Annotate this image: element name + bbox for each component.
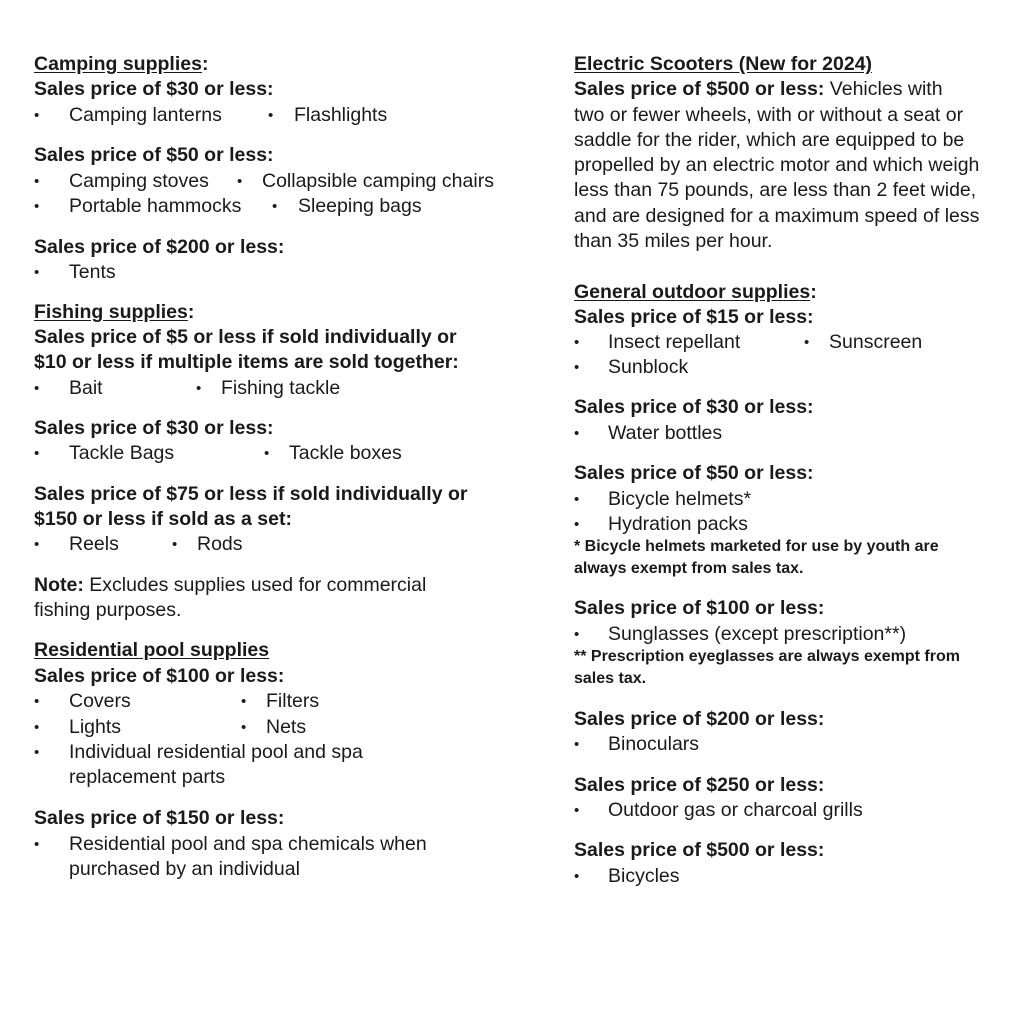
bullet-icon: • xyxy=(272,198,278,215)
pool-price-150: Sales price of $150 or less: xyxy=(34,807,285,829)
list-item: Bait xyxy=(69,377,103,399)
scooters-heading: Electric Scooters (New for 2024) xyxy=(574,53,873,75)
footnote-prescription-line2: sales tax. xyxy=(574,670,647,687)
list-item: Sunscreen xyxy=(829,331,923,353)
footnote-prescription-line1: ** Prescription eyeglasses are always exempt from xyxy=(574,648,960,665)
bullet-icon: • xyxy=(241,719,247,736)
camping-price-30: Sales price of $30 or less: xyxy=(34,78,274,100)
fishing-price-5-line2: $10 or less if multiple items are sold together: xyxy=(34,351,459,373)
scooters-line2: two or fewer wheels, with or without a seat or xyxy=(574,104,964,126)
fishing-price-30: Sales price of $30 or less: xyxy=(34,417,274,439)
outdoor-price-500: Sales price of $500 or less: xyxy=(574,839,825,861)
list-item: Binoculars xyxy=(608,733,700,755)
bullet-icon: • xyxy=(34,836,40,853)
bullet-icon: • xyxy=(34,719,40,736)
bullet-icon: • xyxy=(34,198,40,215)
camping-price-50: Sales price of $50 or less: xyxy=(34,144,274,166)
scooters-line5: less than 75 pounds, are less than 2 feet wide, xyxy=(574,179,977,201)
list-item: Sunblock xyxy=(608,356,689,378)
list-item-continued: purchased by an individual xyxy=(69,858,300,880)
list-item: Insect repellant xyxy=(608,331,741,353)
list-item: Portable hammocks xyxy=(69,195,242,217)
scooters-line4: propelled by an electric motor and which weigh xyxy=(574,154,980,176)
list-item: Individual residential pool and spa xyxy=(69,741,363,763)
scooters-line3: saddle for the rider, which are equipped to be xyxy=(574,129,965,151)
outdoor-heading: General outdoor supplies: xyxy=(574,281,817,303)
list-item: Sleeping bags xyxy=(298,195,422,217)
footnote-helmets-line2: always exempt from sales tax. xyxy=(574,560,804,577)
list-item: Covers xyxy=(69,690,131,712)
bullet-icon: • xyxy=(574,359,580,376)
bullet-icon: • xyxy=(264,445,270,462)
bullet-icon: • xyxy=(574,491,580,508)
bullet-icon: • xyxy=(34,744,40,761)
bullet-icon: • xyxy=(268,107,274,124)
outdoor-price-30: Sales price of $30 or less: xyxy=(574,396,814,418)
bullet-icon: • xyxy=(237,173,243,190)
fishing-note-line1: Note: Excludes supplies used for commercial xyxy=(34,574,427,596)
pool-heading: Residential pool supplies xyxy=(34,639,270,661)
fishing-price-75-line2: $150 or less if sold as a set: xyxy=(34,508,292,530)
list-item: Outdoor gas or charcoal grills xyxy=(608,799,863,821)
bullet-icon: • xyxy=(574,868,580,885)
outdoor-price-100: Sales price of $100 or less: xyxy=(574,597,825,619)
bullet-icon: • xyxy=(574,334,580,351)
list-item: Camping lanterns xyxy=(69,104,222,126)
list-item: Water bottles xyxy=(608,422,723,444)
list-item: Nets xyxy=(266,716,307,738)
footnote-helmets-line1: * Bicycle helmets marketed for use by youth are xyxy=(574,538,939,555)
list-item: Fishing tackle xyxy=(221,377,341,399)
bullet-icon: • xyxy=(34,264,40,281)
scooters-line6: and are designed for a maximum speed of less xyxy=(574,205,980,227)
bullet-icon: • xyxy=(241,693,247,710)
list-item: Reels xyxy=(69,533,119,555)
bullet-icon: • xyxy=(574,425,580,442)
pool-price-100: Sales price of $100 or less: xyxy=(34,665,285,687)
fishing-heading: Fishing supplies: xyxy=(34,301,195,323)
fishing-note-line2: fishing purposes. xyxy=(34,599,182,621)
fishing-price-5-line1: Sales price of $5 or less if sold individually or xyxy=(34,326,457,348)
outdoor-price-250: Sales price of $250 or less: xyxy=(574,774,825,796)
bullet-icon: • xyxy=(804,334,810,351)
bullet-icon: • xyxy=(34,380,40,397)
list-item: Collapsible camping chairs xyxy=(262,170,494,192)
bullet-icon: • xyxy=(34,173,40,190)
outdoor-price-15: Sales price of $15 or less: xyxy=(574,306,814,328)
list-item-continued: replacement parts xyxy=(69,766,226,788)
bullet-icon: • xyxy=(574,516,580,533)
bullet-icon: • xyxy=(574,736,580,753)
list-item: Bicycles xyxy=(608,865,680,887)
list-item: Residential pool and spa chemicals when xyxy=(69,833,427,855)
list-item: Sunglasses (except prescription**) xyxy=(608,623,907,645)
bullet-icon: • xyxy=(574,626,580,643)
list-item: Hydration packs xyxy=(608,513,748,535)
list-item: Filters xyxy=(266,690,320,712)
bullet-icon: • xyxy=(172,536,178,553)
list-item: Tackle Bags xyxy=(69,442,175,464)
outdoor-price-200: Sales price of $200 or less: xyxy=(574,708,825,730)
list-item: Camping stoves xyxy=(69,170,209,192)
scooters-line7: than 35 miles per hour. xyxy=(574,230,773,252)
list-item: Bicycle helmets* xyxy=(608,488,752,510)
bullet-icon: • xyxy=(34,693,40,710)
bullet-icon: • xyxy=(34,107,40,124)
bullet-icon: • xyxy=(34,445,40,462)
fishing-price-75-line1: Sales price of $75 or less if sold individually or xyxy=(34,483,468,505)
list-item: Rods xyxy=(197,533,243,555)
list-item: Lights xyxy=(69,716,122,738)
outdoor-price-50: Sales price of $50 or less: xyxy=(574,462,814,484)
list-item: Tackle boxes xyxy=(289,442,402,464)
bullet-icon: • xyxy=(574,802,580,819)
bullet-icon: • xyxy=(34,536,40,553)
scooters-line1: Sales price of $500 or less: Vehicles with xyxy=(574,78,943,100)
bullet-icon: • xyxy=(196,380,202,397)
list-item: Tents xyxy=(69,261,116,283)
camping-heading: Camping supplies: xyxy=(34,53,209,75)
camping-price-200: Sales price of $200 or less: xyxy=(34,236,285,258)
list-item: Flashlights xyxy=(294,104,388,126)
